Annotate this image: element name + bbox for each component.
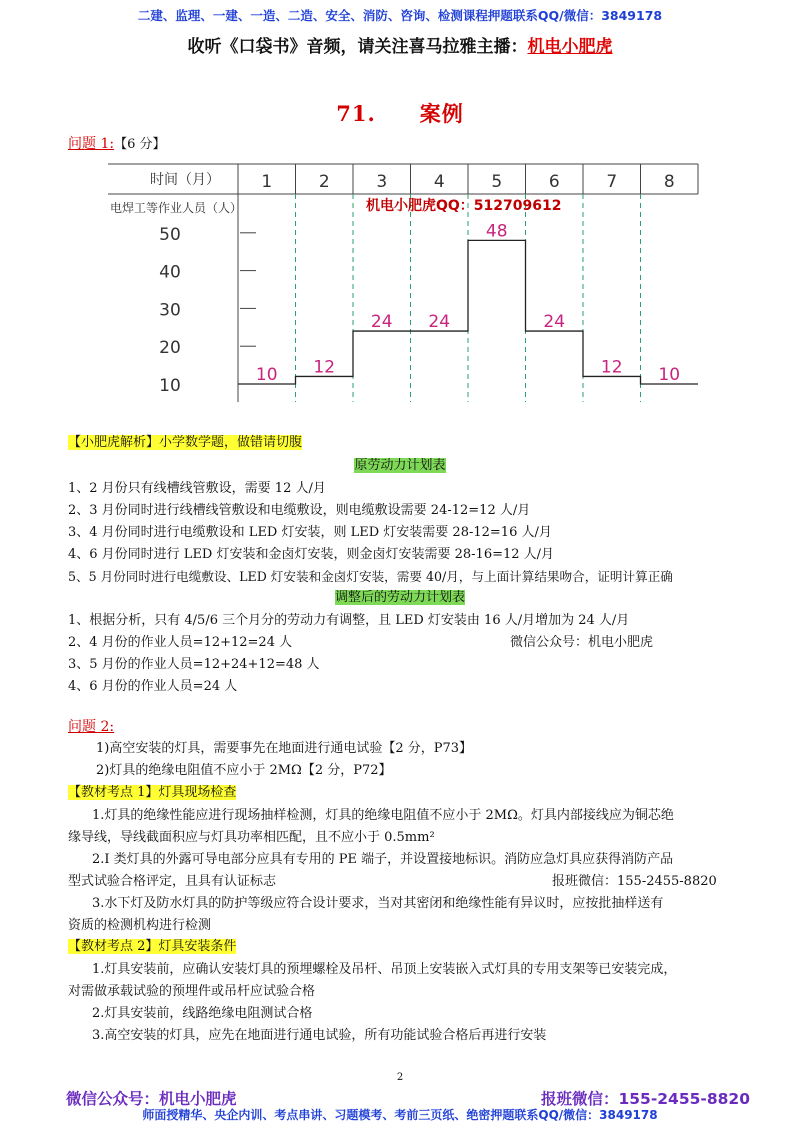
chart-data-label: 12 <box>313 357 336 378</box>
q2-label: 问题 2: <box>68 719 115 735</box>
point2-list <box>68 959 768 1047</box>
chart-y-header: 电焊工等作业人员（人） <box>110 201 243 215</box>
chart-data-label: 10 <box>255 365 278 385</box>
point1-line: 2.Ⅰ 类灯具的外露可导电部分应具有专用的 PE 端子，并设置接地标识。消防应急灯具应获得消防产品 <box>92 852 674 867</box>
analysis-heading-text: 【小肥虎解析】小学数学题，做错请切腹 <box>68 435 303 450</box>
point2-heading-wrap <box>68 936 236 958</box>
point2-line: 对需做承载试验的预埋件或吊杆应试验合格 <box>68 984 316 999</box>
chart-y-tick-label: 40 <box>159 262 181 283</box>
point1-line: 缘导线，导线截面积应与灯具功率相匹配，且不应小于 0.5mm² <box>68 830 435 845</box>
chart-y-tick-label: 10 <box>159 376 181 396</box>
analysis-line: 1、2 月份只有线槽线管敷设，需要 12 人/月 <box>68 481 326 496</box>
chart-month-label: 6 <box>548 172 560 192</box>
q2-answers <box>96 738 776 782</box>
chart-month-label: 1 <box>261 172 273 192</box>
point2-heading: 【教材考点 2】灯具安装条件 <box>68 939 237 954</box>
analysis-line: 3、4 月份同时进行电缆敷设和 LED 灯安装，则 LED 灯安装需要 28-12=16 人/月 <box>68 525 552 540</box>
point1-line: 1.灯具的绝缘性能应进行现场抽样检测，灯具的绝缘电阻值不应小于 2MΩ。灯具内部接线应为铜芯绝 <box>92 808 674 823</box>
point1-heading-wrap <box>68 782 236 804</box>
footer-class-wechat: 报班微信：155-2455-8820 <box>540 1090 750 1108</box>
chart-x-header: 时间（月） <box>150 172 220 188</box>
analysis-heading <box>68 432 302 454</box>
point2-line: 1.灯具安装前，应确认安装灯具的预埋螺栓及吊杆、吊顶上安装嵌入式灯具的专用支架等已安装完成， <box>92 962 677 977</box>
analysis-line: 1、根据分析，只有 4/5/6 三个月分的劳动力有调整，且 LED 灯安装由 16 人/月增加为 24 人/月 <box>68 613 630 628</box>
q2-answer: 1)高空安装的灯具，需要事先在地面进行通电试验【2 分，P73】 <box>96 741 473 756</box>
point1-line: 3.水下灯及防水灯具的防护等级应符合设计要求，当对其密闭和绝缘性能有异议时，应按批抽样送有 <box>92 896 664 911</box>
q2-answer: 2)灯具的绝缘电阻值不应小于 2MΩ【2 分，P72】 <box>96 763 392 778</box>
analysis-line: 2、3 月份同时进行线槽线管敷设和电缆敷设，则电缆敷设需要 24-12=12 人/月 <box>68 503 531 518</box>
header-audio-host: 机电小肥虎 <box>527 37 613 57</box>
table2-title-wrap <box>0 587 800 609</box>
chart-y-tick-label: 20 <box>159 338 181 359</box>
page-title: 71. 案例 <box>336 101 464 126</box>
point1-line: 型式试验合格评定，且具有认证标志 <box>68 874 277 889</box>
chart-month-label: 2 <box>318 172 330 192</box>
chart-watermark: 机电小肥虎QQ：512709612 <box>366 198 562 214</box>
header-audio-text: 收听《口袋书》音频，请关注喜马拉雅主播： <box>187 37 528 57</box>
chart-y-ticks <box>159 225 256 396</box>
chart-month-label: 4 <box>433 172 445 192</box>
q1-label: 问题 1: <box>68 136 115 152</box>
wechat-note: 微信公众号：机电小肥虎 <box>510 635 654 650</box>
point1-line: 资质的检测机构进行检测 <box>68 918 212 933</box>
analysis-line: 2、4 月份的作业人员=12+12=24 人 <box>68 635 293 650</box>
chart-y-tick-label: 50 <box>159 224 181 245</box>
chart-month-label: 8 <box>663 172 675 192</box>
point2-line: 3.高空安装的灯具，应先在地面进行通电试验，所有功能试验合格后再进行安装 <box>92 1028 547 1043</box>
chart-data-label: 12 <box>600 357 623 378</box>
analysis-list-1 <box>68 478 768 588</box>
footer-promo-line: 师面授精华、央企内训、考点串讲、习题模考、考前三页纸、绝密押题联系QQ/微信：3849178 <box>142 1108 658 1122</box>
chart-data-label: 24 <box>370 312 393 333</box>
analysis-list-2 <box>68 610 768 698</box>
analysis-line: 5、5 月份同时进行电缆敷设、LED 灯安装和金卤灯安装，需要 40/月，与上面计算结果吻合，证明计算正确 <box>68 569 673 584</box>
header-audio-line <box>0 32 800 57</box>
chart-data-label: 24 <box>428 312 451 333</box>
table1-title: 原劳动力计划表 <box>354 458 446 473</box>
q1-score: 【6 分】 <box>114 137 166 152</box>
table1-title-wrap <box>0 455 800 477</box>
class-wechat: 报班微信：155-2455-8820 <box>552 874 717 889</box>
chart-y-tick-label: 30 <box>159 300 181 321</box>
chart-month-label: 7 <box>606 172 618 192</box>
chart-month-label: 5 <box>491 172 503 192</box>
chart-data-label: 24 <box>543 312 566 333</box>
q1-heading <box>68 133 165 156</box>
analysis-line: 4、6 月份的作业人员=24 人 <box>68 679 238 694</box>
labor-chart <box>108 162 700 412</box>
table2-title: 调整后的劳动力计划表 <box>334 590 465 605</box>
analysis-line: 4、6 月份同时进行 LED 灯安装和金卤灯安装，则金卤灯安装需要 28-16=12 人/月 <box>68 547 555 562</box>
footer-wechat-public: 微信公众号：机电小肥虎 <box>66 1090 237 1108</box>
point1-heading: 【教材考点 1】灯具现场检查 <box>68 785 237 800</box>
header-promo-line: 二建、监理、一建、一造、二造、安全、消防、咨询、检测课程押题联系QQ/微信：3849178 <box>137 8 663 23</box>
chart-step-line <box>238 240 698 384</box>
q2-heading <box>68 716 114 739</box>
chart-data-label: 48 <box>485 221 508 242</box>
point2-line: 2.灯具安装前，线路绝缘电阻测试合格 <box>92 1006 313 1021</box>
analysis-line: 3、5 月份的作业人员=12+24+12=48 人 <box>68 657 320 672</box>
chart-data-label: 10 <box>658 365 681 385</box>
chart-series-path <box>238 240 698 384</box>
page-number: 2 <box>396 1072 404 1083</box>
chart-month-label: 3 <box>376 172 388 192</box>
